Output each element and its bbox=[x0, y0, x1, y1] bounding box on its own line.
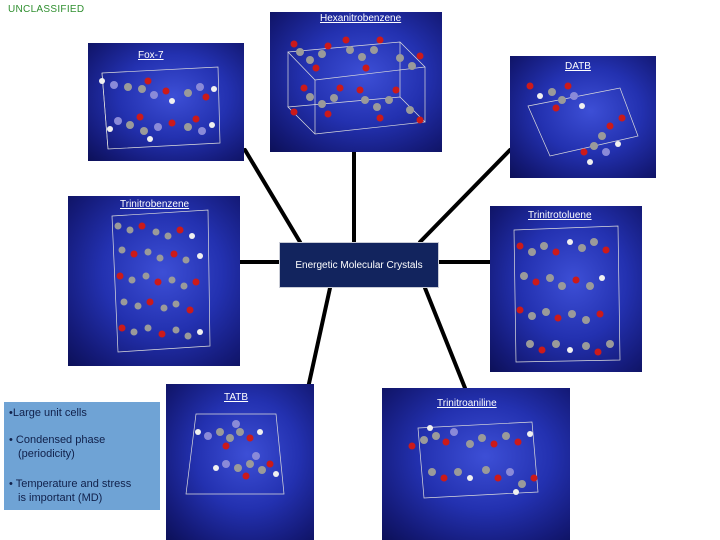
trinitrotoluene-label: Trinitrotoluene bbox=[528, 210, 592, 221]
note-item bbox=[9, 433, 105, 461]
trinitrobenzene-structure bbox=[68, 196, 240, 366]
note-line: •Large unit cells bbox=[9, 407, 87, 419]
trinitroaniline-label: Trinitroaniline bbox=[437, 398, 497, 409]
fox7-structure bbox=[88, 43, 244, 161]
hexanitrobenzene-structure bbox=[270, 12, 442, 152]
hexanitrobenzene-label: Hexanitrobenzene bbox=[320, 13, 402, 24]
fox7-panel[interactable] bbox=[88, 43, 244, 161]
trinitrobenzene-panel[interactable] bbox=[68, 196, 240, 366]
tatb-panel[interactable] bbox=[166, 384, 314, 540]
note-item bbox=[9, 406, 87, 420]
trinitroaniline-panel[interactable] bbox=[382, 388, 570, 540]
fox7-label: Fox-7 bbox=[138, 50, 164, 61]
trinitrotoluene-panel[interactable] bbox=[490, 206, 642, 372]
note-line: (periodicity) bbox=[18, 448, 75, 460]
tatb-label: TATB bbox=[224, 392, 249, 403]
note-item bbox=[9, 477, 131, 505]
datb-structure bbox=[510, 56, 656, 178]
note-line: • Temperature and stress bbox=[9, 478, 132, 490]
center-node-label: Energetic Molecular Crystals bbox=[295, 259, 423, 271]
note-line: • Condensed phase bbox=[9, 434, 106, 446]
tatb-structure bbox=[166, 384, 314, 540]
datb-label: DATB bbox=[565, 61, 591, 72]
hexanitrobenzene-panel[interactable] bbox=[270, 12, 442, 152]
classification-label: UNCLASSIFIED bbox=[8, 4, 85, 15]
note-line: is important (MD) bbox=[18, 492, 103, 504]
trinitrotoluene-structure bbox=[490, 206, 642, 372]
center-node[interactable] bbox=[279, 242, 439, 288]
trinitroaniline-structure bbox=[382, 388, 570, 540]
datb-panel[interactable] bbox=[510, 56, 656, 178]
notes-box bbox=[4, 402, 160, 510]
trinitrobenzene-label: Trinitrobenzene bbox=[120, 199, 190, 210]
